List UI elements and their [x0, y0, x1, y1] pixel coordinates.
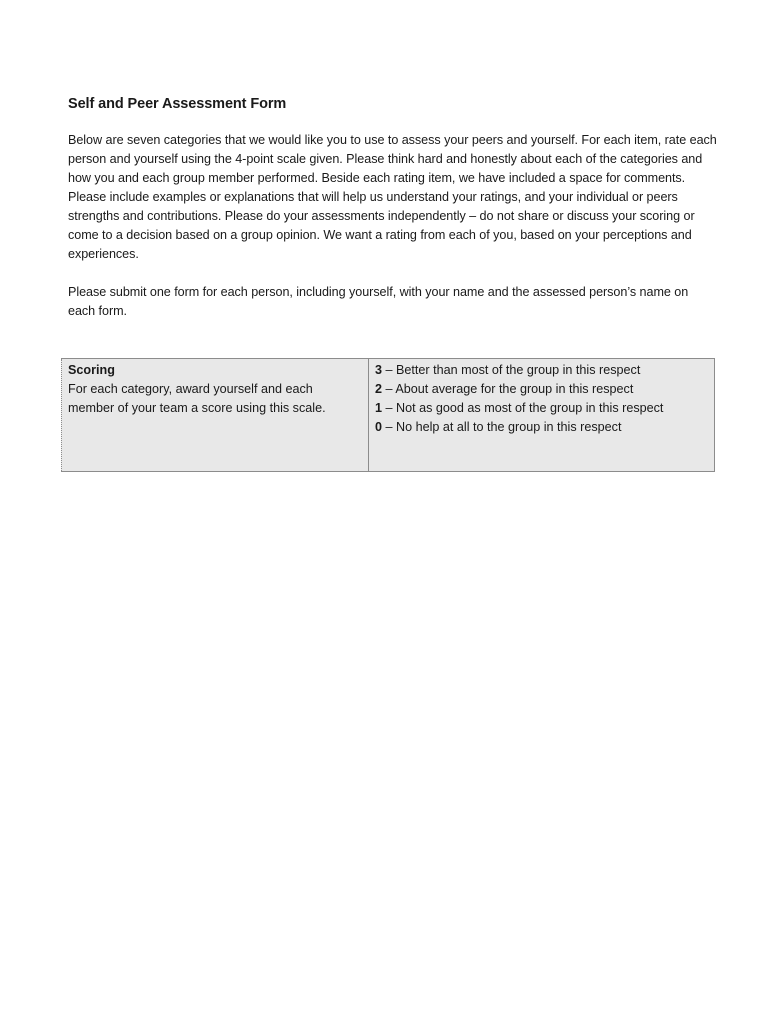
page-title: Self and Peer Assessment Form — [68, 96, 287, 112]
scale-text: – Better than most of the group in this respect — [382, 363, 641, 377]
scale-text: – About average for the group in this respect — [382, 382, 634, 396]
submit-instructions: Please submit one form for each person, including yourself, with your name and the assessed person’s name on each form. — [68, 285, 689, 318]
scoring-heading: Scoring — [68, 363, 115, 377]
scale-item — [375, 361, 707, 380]
form-body — [68, 93, 718, 321]
scale-item — [375, 418, 707, 437]
scale-item — [375, 380, 707, 399]
scale-item — [375, 399, 707, 418]
scoring-description: For each category, award yourself and each member of your team a score using this scale. — [68, 382, 326, 415]
scale-score: 0 — [375, 420, 383, 434]
scale-text: – Not as good as most of the group in this respect — [382, 401, 664, 415]
scale-score: 1 — [375, 401, 383, 415]
scoring-scale-cell — [369, 359, 715, 472]
scale-score: 3 — [375, 363, 383, 377]
scoring-description-cell — [62, 359, 369, 472]
intro-paragraph: Below are seven categories that we would like you to use to assess your peers and yourself. For each item, rate each person and yourself using the 4-point scale given. Please think hard and honestly about each of the categories and how you and each group member performed. Beside each rating item, we have included a space for comments. Please include examples or explanations that will help us understand your ratings, and your individual or peers strengths and contributions. Please do your assessments independently – do not share or discuss your scoring or come to a decision based on a group opinion. We want a rating from each of you, based on your perceptions and experiences. — [68, 133, 717, 261]
scoring-row — [62, 359, 715, 472]
scoring-table — [61, 358, 715, 472]
scale-score: 2 — [375, 382, 383, 396]
scale-text: – No help at all to the group in this respect — [382, 420, 622, 434]
